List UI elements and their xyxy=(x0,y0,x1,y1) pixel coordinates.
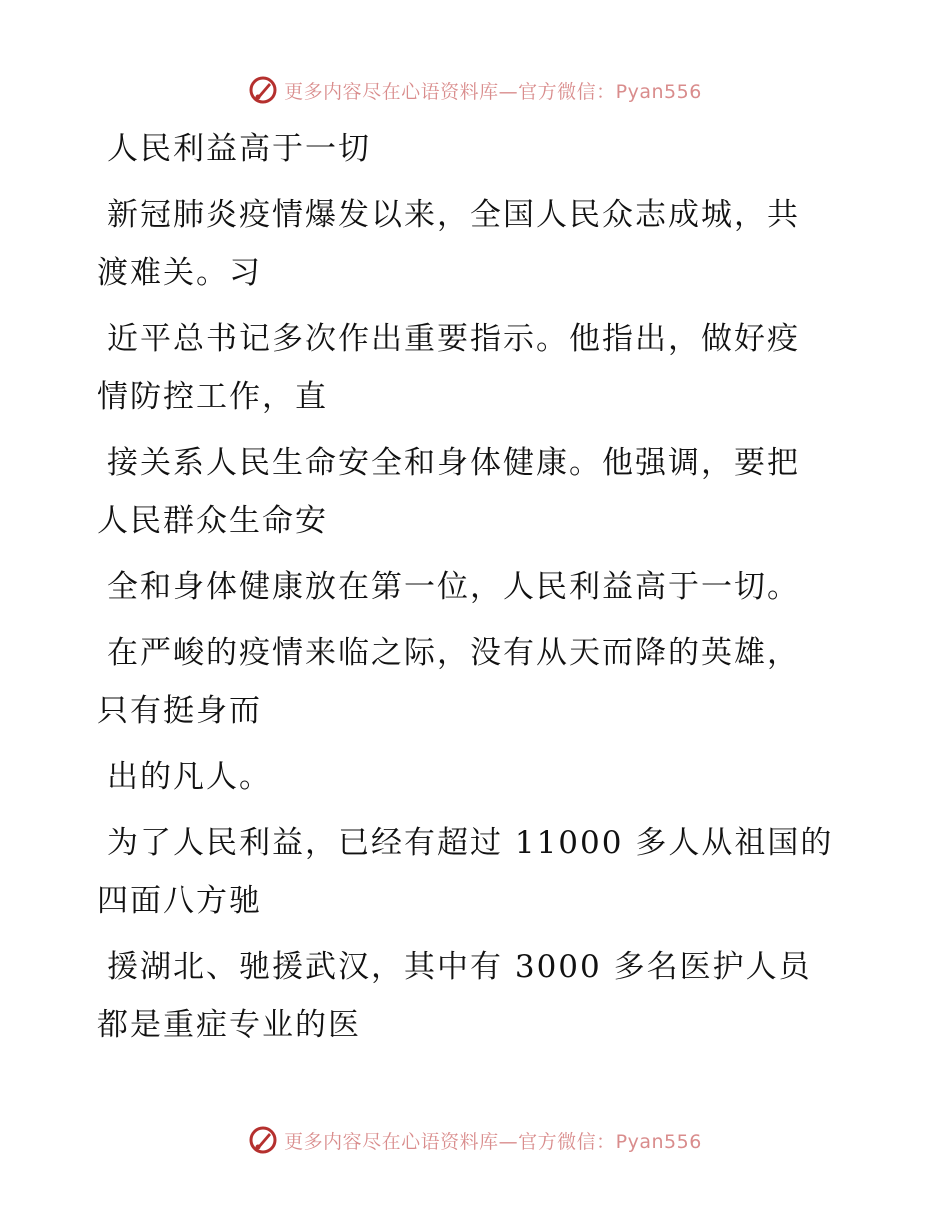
feather-pen-seal-icon xyxy=(248,1125,278,1155)
paragraph xyxy=(97,938,857,1054)
paragraph-line: 全和身体健康放在第一位，人民利益高于一切。 xyxy=(107,569,800,605)
paragraph-line: 只有挺身而 xyxy=(97,693,262,729)
paragraph-line: 出的凡人。 xyxy=(107,759,272,795)
paragraph-line: 四面八方驰 xyxy=(97,883,262,919)
paragraph xyxy=(97,186,857,302)
document-body xyxy=(97,120,857,1062)
feather-pen-seal-icon xyxy=(248,75,278,105)
paragraph-line: 在严峻的疫情来临之际，没有从天而降的英雄， xyxy=(107,635,800,671)
paragraph-line: 渡难关。习 xyxy=(97,255,262,291)
paragraph xyxy=(97,310,857,426)
paragraph-line: 人民利益高于一切 xyxy=(107,131,371,167)
watermark-text: 更多内容尽在心语资料库—官方微信：Pyan556 xyxy=(284,1130,702,1153)
paragraph xyxy=(97,814,857,930)
paragraph-line: 接关系人民生命安全和身体健康。他强调，要把 xyxy=(107,445,800,481)
paragraph-line: 都是重症专业的医 xyxy=(97,1007,361,1043)
paragraph-title xyxy=(97,120,857,178)
paragraph xyxy=(97,624,857,740)
paragraph-line: 为了人民利益，已经有超过 11000 多人从祖国的 xyxy=(107,825,834,861)
header-watermark xyxy=(0,70,950,110)
paragraph-line: 新冠肺炎疫情爆发以来，全国人民众志成城，共 xyxy=(107,197,800,233)
paragraph xyxy=(97,434,857,550)
paragraph-line: 人民群众生命安 xyxy=(97,503,328,539)
watermark-text: 更多内容尽在心语资料库—官方微信：Pyan556 xyxy=(284,80,702,103)
paragraph xyxy=(97,558,857,616)
paragraph xyxy=(97,748,857,806)
paragraph-line: 援湖北、驰援武汉，其中有 3000 多名医护人员 xyxy=(107,949,812,985)
paragraph-line: 近平总书记多次作出重要指示。他指出，做好疫 xyxy=(107,321,800,357)
footer-watermark xyxy=(0,1120,950,1160)
paragraph-line: 情防控工作，直 xyxy=(97,379,328,415)
